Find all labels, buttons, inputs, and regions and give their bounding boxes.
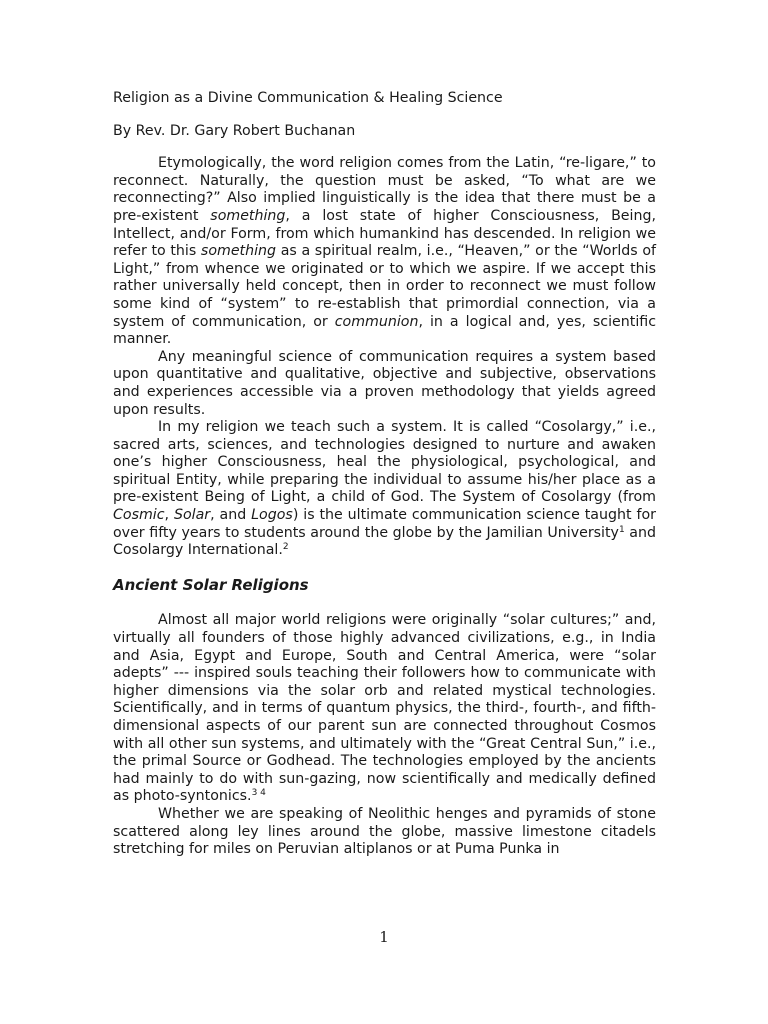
paragraph-text: Any meaningful science of communication requires a system based upon quantitative and qualitative, objective and subjective, observations and experiences accessible via a proven methodology that yields agreed upon results. — [113, 348, 656, 418]
document-title: Religion as a Divine Communication & Healing Science — [113, 90, 503, 106]
footnote-ref-3-4[interactable]: 3 4 — [251, 788, 266, 799]
emphasis-something: something — [210, 207, 286, 224]
paragraph-cosolargy — [113, 419, 656, 560]
paragraph-communication-science — [113, 349, 656, 419]
page-content — [113, 90, 656, 859]
paragraph-text: ) is the ultimate communication science taught for over fifty years to students around the globe by the Jamilian University — [113, 507, 656, 541]
emphasis-solar: Solar — [173, 507, 211, 524]
section-heading: Ancient Solar Religions — [113, 575, 309, 594]
page-number: 1 — [379, 928, 389, 946]
paragraph-neolithic — [113, 806, 656, 859]
footnote-ref-2[interactable]: 2 — [282, 542, 289, 553]
paragraph-text: Whether we are speaking of Neolithic henges and pyramids of stone scattered along ley lines around the globe, massive limestone citadels stretching for miles on Peruvian altiplanos or at Puma Punka in — [113, 805, 656, 858]
paragraph-text: Etymologically, the word religion comes from the Latin, “re-ligare,” to reconnect. Naturally, the question must be asked, “To what are we reconnecting?” Also implied linguistically is the idea that there must be a pre-existent — [113, 155, 656, 224]
paragraph-text: , and — [210, 507, 252, 524]
paragraph-text: , a lost state of higher Consciousness, Being, Intellect, and/or Form, from which humankind has descended. In religion we refer to this — [113, 207, 656, 260]
footnote-ref-1[interactable]: 1 — [618, 524, 625, 535]
emphasis-logos: Logos — [251, 507, 293, 524]
emphasis-something: something — [200, 243, 277, 260]
paragraph-text: as a spiritual realm, i.e., “Heaven,” or the “Worlds of Light,” from whence we originated or to which we aspire. If we accept this rather universally held concept, then in order to reconnect we must follow some kind of “system” to re-establish that primordial connection, via a system of communication, or — [113, 243, 656, 330]
paragraph-etymology — [113, 155, 656, 349]
paragraph-solar-cultures — [113, 612, 656, 806]
paragraph-text: Almost all major world religions were originally “solar cultures;” and, virtually all founders of those highly advanced civilizations, e.g., in India and Asia, Egypt and Europe, South and Central America, were “solar adepts” --- inspired souls teaching their followers how to communicate with higher dimensions via the solar orb and related mystical technologies. Scientifically, and in terms of quantum physics, the third-, fourth-, and fifth-dimensional aspects of our parent sun are connected throughout Cosmos with all other sun systems, and ultimately with the “Great Central Sun,” i.e., the primal Source or Godhead. The technologies employed by the ancients had mainly to do with sun-gazing, now scientifically and medically defined as photo-syntonics. — [113, 612, 656, 805]
emphasis-communion: communion — [334, 313, 419, 330]
paragraph-text: , in a logical and, yes, scientific manner. — [113, 313, 656, 348]
paragraph-text: , — [164, 507, 174, 524]
author-byline: By Rev. Dr. Gary Robert Buchanan — [113, 122, 356, 139]
paragraph-text: In my religion we teach such a system. It is called “Cosolargy,” i.e., sacred arts, sciences, and technologies designed to nurture and awaken one’s higher Consciousness, heal the physiological, psychological, and spiritual Entity, while preparing the individual to assume his/her place as a pre-existent Being of Light, a child of God. The System of Cosolargy (from — [113, 419, 656, 506]
emphasis-cosmic: Cosmic — [113, 507, 165, 524]
paragraph-text: and Cosolargy International. — [113, 524, 656, 559]
